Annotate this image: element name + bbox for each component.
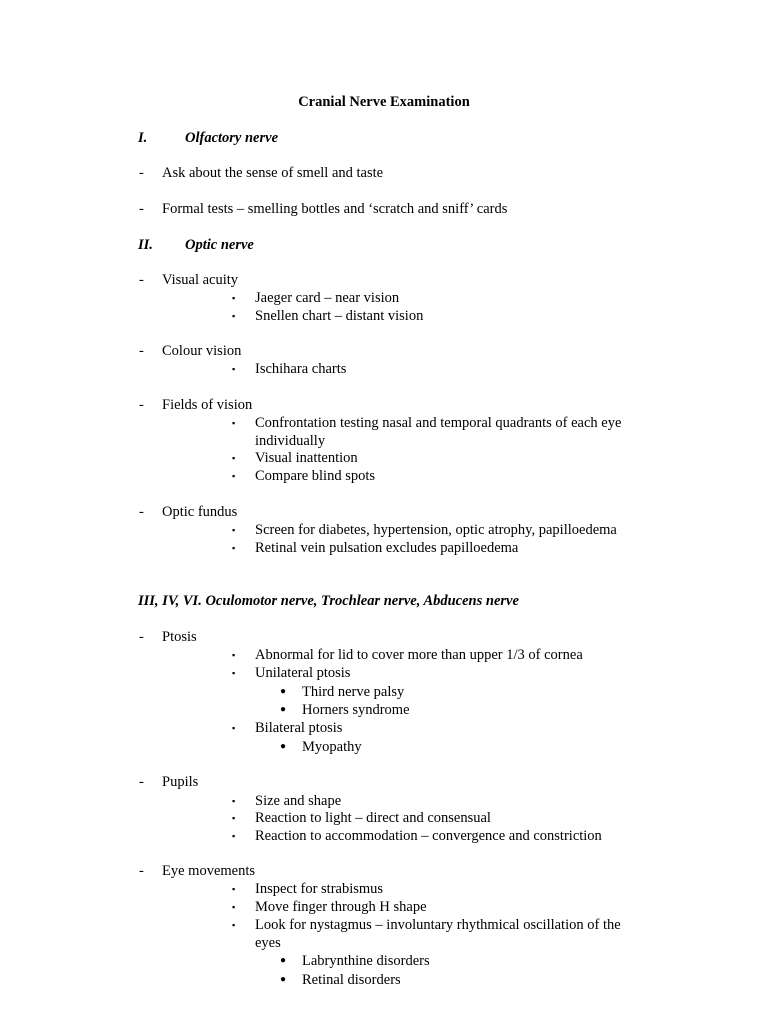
sub-item: Screen for diabetes, hypertension, optic atrophy, papilloedema	[255, 522, 617, 538]
round-bullet: ●	[280, 686, 287, 697]
square-bullet: ▪	[232, 902, 236, 912]
sub-item: Look for nystagmus – involuntary rhythmical oscillation of the	[255, 917, 621, 933]
round-bullet: ●	[280, 974, 287, 985]
section-number: I.	[138, 130, 148, 146]
dash-marker: -	[139, 863, 144, 879]
sub-item-continuation: eyes	[255, 935, 281, 951]
square-bullet: ▪	[232, 364, 236, 374]
dash-marker: -	[139, 504, 144, 520]
round-bullet: ●	[280, 741, 287, 752]
sub-item: Reaction to accommodation – convergence and constriction	[255, 828, 602, 844]
round-bullet: ●	[280, 955, 287, 966]
sub-item: Reaction to light – direct and consensual	[255, 810, 491, 826]
sub-item: Ischihara charts	[255, 361, 347, 377]
sub-item: Compare blind spots	[255, 468, 376, 484]
sub-item-continuation: individually	[255, 433, 326, 449]
square-bullet: ▪	[232, 920, 236, 930]
list-item: Colour vision	[162, 343, 242, 359]
square-bullet: ▪	[232, 311, 236, 321]
list-item: Ask about the sense of smell and taste	[162, 165, 384, 181]
square-bullet: ▪	[232, 884, 236, 894]
sub-sub-item: Myopathy	[302, 739, 362, 755]
square-bullet: ▪	[232, 831, 236, 841]
sub-item: Inspect for strabismus	[255, 881, 384, 897]
square-bullet: ▪	[232, 453, 236, 463]
sub-item: Unilateral ptosis	[255, 665, 351, 681]
square-bullet: ▪	[232, 543, 236, 553]
sub-item: Abnormal for lid to cover more than upper 1/3 of cornea	[255, 647, 583, 663]
section-heading-eye-nerves: III, IV, VI. Oculomotor nerve, Trochlear nerve, Abducens nerve	[138, 593, 519, 609]
list-item: Formal tests – smelling bottles and ‘scratch and sniff’ cards	[162, 201, 508, 217]
sub-item: Visual inattention	[255, 450, 358, 466]
document-title: Cranial Nerve Examination	[298, 94, 470, 110]
square-bullet: ▪	[232, 668, 236, 678]
list-item: Fields of vision	[162, 397, 253, 413]
sub-item: Jaeger card – near vision	[255, 290, 400, 306]
section-heading-optic	[138, 236, 254, 254]
list-item: Eye movements	[162, 863, 256, 879]
sub-item: Size and shape	[255, 793, 342, 809]
round-bullet: ●	[280, 704, 287, 715]
square-bullet: ▪	[232, 471, 236, 481]
square-bullet: ▪	[232, 418, 236, 428]
dash-marker: -	[139, 165, 144, 181]
dash-marker: -	[139, 397, 144, 413]
square-bullet: ▪	[232, 813, 236, 823]
sub-sub-item: Retinal disorders	[302, 972, 401, 988]
section-number: II.	[138, 237, 153, 253]
section-name: Olfactory nerve	[185, 130, 279, 146]
square-bullet: ▪	[232, 650, 236, 660]
list-item: Pupils	[162, 774, 199, 790]
sub-sub-item: Horners syndrome	[302, 702, 410, 718]
dash-marker: -	[139, 272, 144, 288]
sub-sub-item: Labrynthine disorders	[302, 953, 430, 969]
list-item: Ptosis	[162, 629, 197, 645]
dash-marker: -	[139, 201, 144, 217]
dash-marker: -	[139, 629, 144, 645]
square-bullet: ▪	[232, 796, 236, 806]
dash-marker: -	[139, 343, 144, 359]
sub-item: Confrontation testing nasal and temporal quadrants of each eye	[255, 415, 622, 431]
square-bullet: ▪	[232, 723, 236, 733]
sub-item: Bilateral ptosis	[255, 720, 343, 736]
list-item: Optic fundus	[162, 504, 238, 520]
sub-item: Snellen chart – distant vision	[255, 308, 424, 324]
section-heading-olfactory	[138, 129, 278, 147]
dash-marker: -	[139, 774, 144, 790]
sub-sub-item: Third nerve palsy	[302, 684, 405, 700]
square-bullet: ▪	[232, 293, 236, 303]
sub-item: Retinal vein pulsation excludes papilloedema	[255, 540, 519, 556]
list-item: Visual acuity	[162, 272, 239, 288]
section-name: Optic nerve	[185, 237, 254, 253]
sub-item: Move finger through H shape	[255, 899, 427, 915]
square-bullet: ▪	[232, 525, 236, 535]
